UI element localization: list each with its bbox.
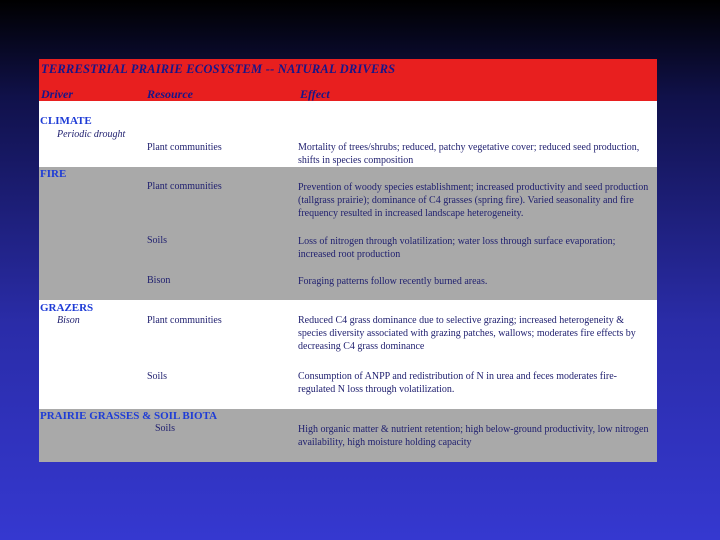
fire-section xyxy=(39,167,657,300)
grazers-resource-1: Plant communities xyxy=(147,315,222,326)
grasses-driver: PRAIRIE GRASSES & SOIL BIOTA xyxy=(40,410,218,422)
fire-resource-2: Soils xyxy=(147,235,168,246)
grasses-resource: Soils xyxy=(155,423,176,434)
header-driver: Driver xyxy=(41,87,73,101)
fire-resource-1: Plant communities xyxy=(147,181,222,192)
climate-resource: Plant communities xyxy=(147,142,222,153)
grazers-section xyxy=(39,300,657,409)
fire-driver: FIRE xyxy=(40,168,67,180)
title-bar xyxy=(39,59,657,101)
header-effect: Effect xyxy=(300,87,330,101)
fire-effect-3: Foraging patterns follow recently burned areas. xyxy=(298,276,488,287)
grazers-effect-1: Reduced C4 grass dominance due to selective grazing; increased heterogeneity & species diversity associated with grazing patches, wallows; moderates fire effects by decreasing C4 grass dominance xyxy=(298,315,636,352)
grazers-effect-2: Consumption of ANPP and redistribution of N in urea and feces moderates fire-regulated N loss through volatilization. xyxy=(298,371,618,395)
grazers-resource-2: Soils xyxy=(147,371,168,382)
grazers-sub: Bison xyxy=(57,315,80,326)
fire-resource-3: Bison xyxy=(147,275,171,286)
grasses-section xyxy=(39,409,657,462)
climate-sub: Periodic drought xyxy=(57,129,126,140)
grazers-driver: GRAZERS xyxy=(40,302,94,314)
climate-section xyxy=(39,101,657,167)
fire-effect-2: Loss of nitrogen through volatilization; water loss through surface evaporation; increased root production xyxy=(298,236,616,260)
climate-driver: CLIMATE xyxy=(40,115,92,127)
ecosystem-table xyxy=(39,59,657,462)
climate-effect: Mortality of trees/shrubs; reduced, patchy vegetative cover; reduced seed production, shifts in species composition xyxy=(298,142,640,166)
table-title: TERRESTRIAL PRAIRIE ECOSYSTEM -- NATURAL DRIVERS xyxy=(41,62,396,76)
fire-effect-1: Prevention of woody species establishment; increased productivity and seed production (tallgrass prairie); dominance of C4 grasses (spring fire). Varied seasonality and fire frequency resulted in increased landscape heterogeneity. xyxy=(298,182,649,219)
header-resource: Resource xyxy=(147,87,193,101)
grasses-effect: High organic matter & nutrient retention; high below-ground productivity, low nitrogen availability, high moisture holding capacity xyxy=(298,424,649,448)
